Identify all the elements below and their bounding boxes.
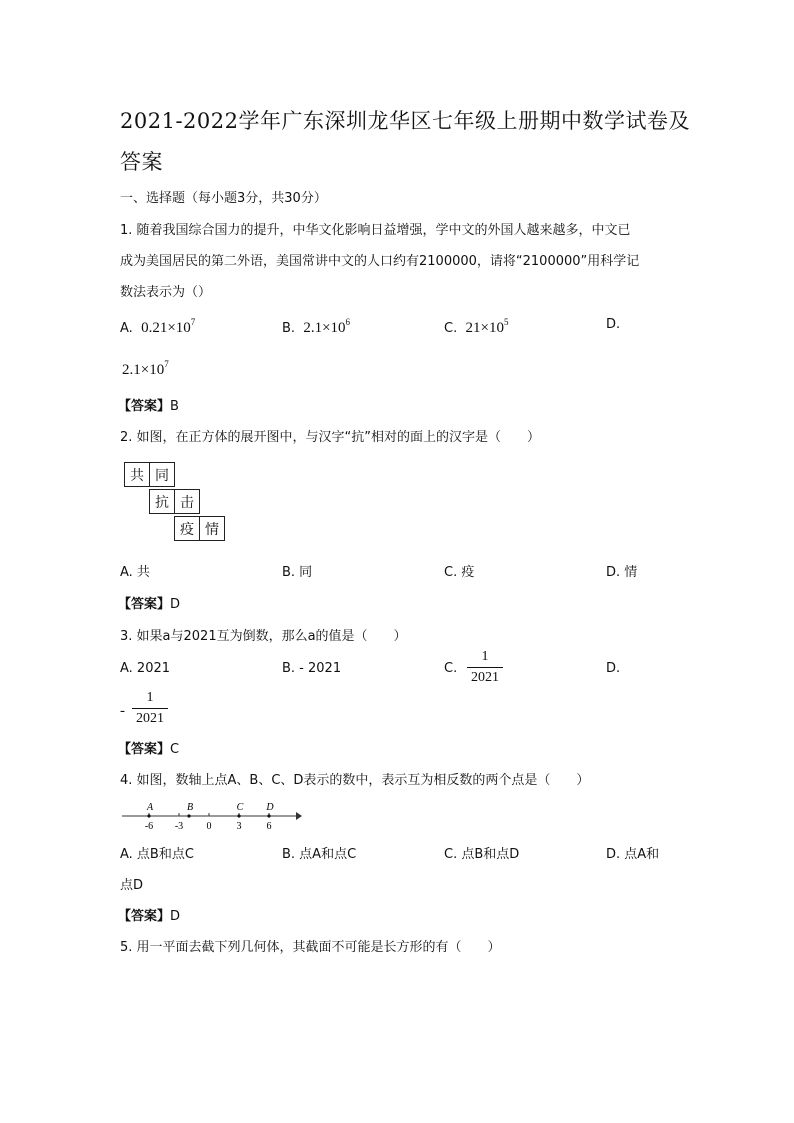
q2-answer: 【答案】D (118, 597, 181, 612)
q1-text-line1: 1. 随着我国综合国力的提升，中华文化影响日益增强，学中文的外国人越来越多，中文已 (120, 223, 631, 238)
q3-option-c-fraction: 1 2021 (467, 649, 503, 686)
page-title-line2: 答案 (120, 150, 163, 174)
q1-option-b: B. $2.1\times 10^6$ (282, 317, 351, 336)
cube-net-figure (124, 462, 234, 542)
q4-option-d: D. 点A和 (606, 847, 660, 862)
axis-point-label: C (236, 802, 244, 813)
axis-point-b (187, 814, 190, 817)
q4-option-b: B. 点A和点C (282, 847, 357, 862)
q3-answer: 【答案】C (118, 742, 180, 757)
page-title-line1: 2021-2022学年广东深圳龙华区七年级上册期中数学试卷及 (120, 109, 690, 133)
number-line-arrow (296, 812, 302, 820)
q4-option-c: C. 点B和点D (444, 847, 520, 862)
q3-text: 3. 如果a与2021互为倒数，那么a的值是（ ） (120, 629, 407, 644)
q2-option-c: C. 疫 (444, 565, 475, 580)
axis-point-d (267, 814, 270, 817)
q2-text: 2. 如图，在正方体的展开图中，与汉字“抗”相对的面上的汉字是（ ） (120, 430, 541, 445)
net-cell: 疫 (174, 516, 200, 541)
q2-option-a: A. 共 (120, 565, 150, 580)
net-cell: 情 (199, 516, 225, 541)
axis-tick-label: 0 (206, 821, 212, 832)
q1-option-c: C. $21\times 10^5$ (444, 317, 509, 336)
number-line-figure (118, 798, 308, 832)
net-cell: 击 (174, 489, 200, 514)
q1-option-d-value: $2.1\times 10^7$ (122, 359, 169, 378)
axis-tick-label: -6 (144, 821, 154, 832)
q2-option-d: D. 情 (606, 565, 638, 580)
axis-tick-label: 3 (236, 821, 242, 832)
axis-point-c (237, 814, 240, 817)
q3-option-c-label: C. (444, 661, 458, 676)
q2-option-b: B. 同 (282, 565, 313, 580)
q3-option-a: A. 2021 (120, 661, 171, 676)
q4-option-d-continued: 点D (120, 878, 144, 893)
net-cell: 同 (149, 462, 175, 487)
net-cell: 共 (124, 462, 150, 487)
q5-text: 5. 用一平面去截下列几何体，其截面不可能是长方形的有（ ） (120, 940, 501, 955)
q1-option-d-label: D. (606, 317, 621, 332)
q1-text-line2: 成为美国居民的第二外语，美国常讲中文的人口约有2100000，请将“2100000”用科学记 (120, 254, 640, 269)
q3-option-d-fraction: 1 2021 (132, 690, 168, 727)
q3-option-b: B. - 2021 (282, 661, 342, 676)
axis-point-label: A (146, 802, 154, 813)
q4-option-a: A. 点B和点C (120, 847, 194, 862)
q4-answer: 【答案】D (118, 909, 181, 924)
axis-tick-label: 6 (266, 821, 272, 832)
q4-text: 4. 如图，数轴上点A、B、C、D表示的数中，表示互为相反数的两个点是（ ） (120, 773, 590, 788)
axis-tick-label: -3 (174, 821, 184, 832)
axis-point-a (147, 814, 150, 817)
q1-text-line3: 数法表示为（） (120, 285, 212, 300)
q3-option-d-label: D. (606, 661, 621, 676)
q3-option-d-sign: - (120, 703, 125, 719)
axis-point-label: D (266, 802, 274, 813)
net-cell: 抗 (149, 489, 175, 514)
axis-point-label: B (186, 802, 194, 813)
q1-option-a: A. $0.21\times 10^7$ (120, 317, 196, 336)
q1-answer: 【答案】B (118, 399, 179, 414)
section-heading: 一、选择题（每小题3分，共30分） (120, 191, 327, 206)
